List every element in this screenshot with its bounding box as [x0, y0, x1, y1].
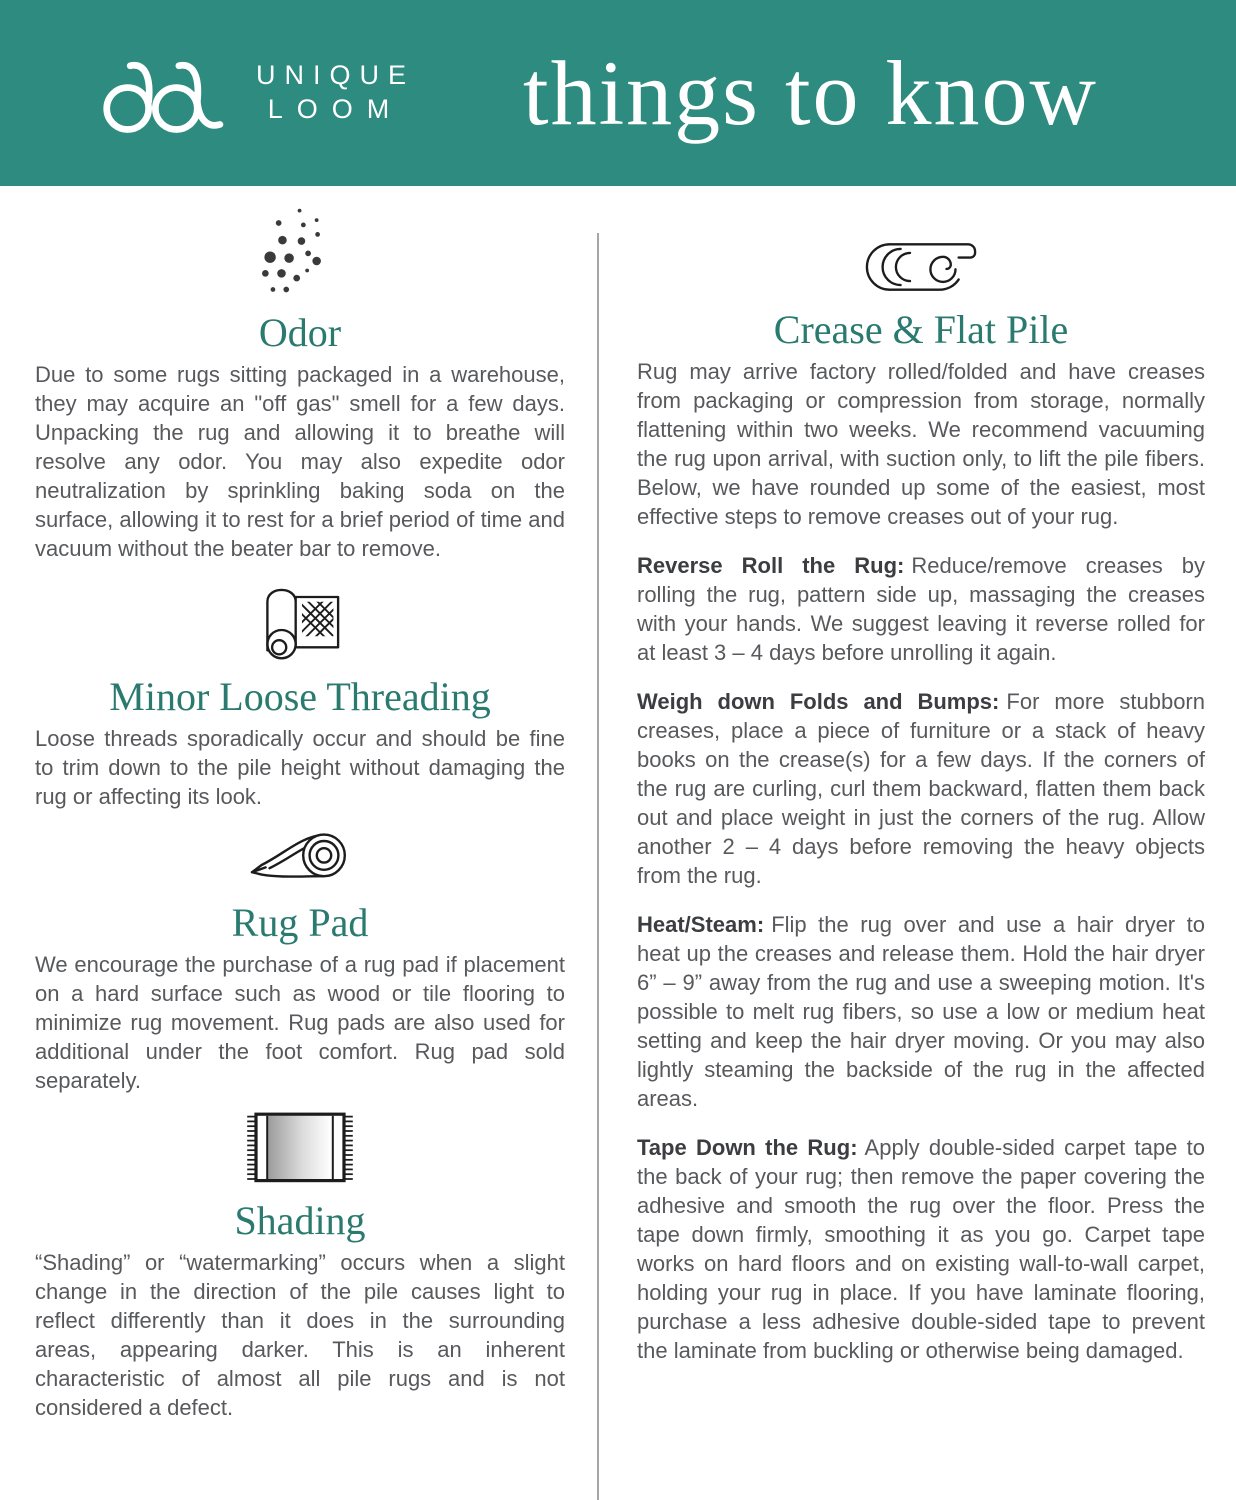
- rug-pad-roll-icon: [241, 821, 359, 889]
- section-rug-pad: [35, 821, 565, 1095]
- paragraph-lead-tape-down: Tape Down the Rug:: [637, 1135, 858, 1160]
- section-heading-rug-pad: Rug Pad: [231, 900, 369, 945]
- unique-loom-logo-icon: [100, 47, 230, 139]
- brand-name-line-2: LOOM: [267, 94, 404, 124]
- section-minor-loose-threading: [35, 575, 565, 811]
- section-heading-crease-flat-pile: Crease & Flat Pile: [773, 307, 1069, 352]
- column-divider: [597, 233, 599, 1500]
- brand-name-line-1: UNIQUE: [256, 60, 416, 91]
- header-banner: [0, 0, 1236, 186]
- paragraph-crease-intro: Rug may arrive factory rolled/folded and have creases from packaging or compression from storage, normally flattening within two weeks. We recommend vacuuming the rug upon arrival, with suction only, to lift the pile fibers. Below, we have rounded up some of the easiest, most effective steps to remove creases out of your rug.: [637, 359, 1205, 529]
- shading-icon-wrap: [35, 1107, 565, 1192]
- brand-logo: [0, 47, 415, 139]
- rug-pad-icon-wrap: [35, 821, 565, 894]
- paragraph-reverse-roll: [637, 551, 1205, 667]
- paragraph-lead-weigh-down: Weigh down Folds and Bumps:: [637, 689, 1000, 714]
- paragraph-text-weigh-down: For more stubborn creases, place a piece of furniture or a stack of heavy books on the crease(s) for a few days. If the corners of the rug are curling, curl them backward, flatten them back out and place weight in just the corners of the rug. Allow another 2 – 4 days before removing the heavy objects from the rug.: [637, 689, 1205, 888]
- section-heading-odor: Odor: [258, 310, 342, 355]
- section-heading-minor-loose-threading: Minor Loose Threading: [109, 674, 491, 719]
- section-paragraph-odor: Due to some rugs sitting packaged in a warehouse, they may acquire an "off gas" smell for a few days. Unpacking the rug and allowing it to breathe will resolve any odor. You may also expedite odor neutralization by sprinkling baking soda on the surface, allowing it to rest for a brief period of time and vacuum without the beater bar to remove.: [35, 362, 565, 561]
- paragraph-weigh-down: [637, 687, 1205, 890]
- brand-wordmark: [256, 59, 415, 127]
- crease-icon-wrap: [637, 238, 1205, 301]
- content-area: [0, 186, 1236, 1500]
- paragraph-text-heat-steam: Flip the rug over and use a hair dryer to heat up the creases and release them. Hold the hair dryer 6” – 9” away from the rug and use a sweeping motion. It's possible to melt rug fibers, so use a low or medium heat setting and keep the hair dryer moving. Or you may also lightly steaming the backside of the rug in the affected areas.: [637, 912, 1205, 1111]
- fringed-rug-icon: [242, 1107, 358, 1187]
- paragraph-text-reverse-roll: Reduce/remove creases by rolling the rug, pattern side up, massaging the creases with your hands. We suggest leaving it reverse rolled for at least 3 – 4 days before unrolling it again.: [637, 553, 1205, 665]
- section-crease-flat-pile: [637, 238, 1205, 1365]
- odor-particles-icon: [253, 204, 348, 299]
- threading-icon-wrap: [35, 575, 565, 668]
- section-shading: [35, 1107, 565, 1422]
- paragraph-tape-down: [637, 1133, 1205, 1365]
- section-paragraph-rug-pad: We encourage the purchase of a rug pad if placement on a hard surface such as wood or tile flooring to minimize rug movement. Rug pads are also used for additional under the foot comfort. Rug pad sold separately.: [35, 952, 565, 1093]
- section-odor: [35, 204, 565, 563]
- paragraph-lead-heat-steam: Heat/Steam:: [637, 912, 765, 937]
- section-paragraph-shading: “Shading” or “watermarking” occurs when a slight change in the direction of the pile causes light to reflect differently than it does in the surrounding areas, appearing darker. This is an inherent characteristic of almost all pile rugs and is not considered a defect.: [35, 1250, 565, 1420]
- odor-icon-wrap: [35, 204, 565, 304]
- page-title: things to know: [523, 42, 1098, 144]
- paragraph-heat-steam: [637, 910, 1205, 1113]
- section-heading-shading: Shading: [234, 1198, 366, 1243]
- rolled-rug-corner-icon: [254, 575, 346, 663]
- rolled-rug-side-icon: [858, 238, 984, 296]
- right-column: [637, 186, 1205, 1365]
- section-paragraph-minor-loose-threading: Loose threads sporadically occur and should be fine to trim down to the pile height without damaging the rug or affecting its look.: [35, 726, 565, 809]
- left-column: [35, 186, 565, 1422]
- paragraph-text-tape-down: Apply double-sided carpet tape to the back of your rug; then remove the paper covering the adhesive and smooth the rug over the floor. Press the tape down firmly, smoothing it as you go. Carpet tape works on hard floors and on existing wall-to-wall carpet, holding your rug in place. If you have laminate flooring, purchase a less adhesive double-sided tape to prevent the laminate from buckling or otherwise being damaged.: [637, 1135, 1205, 1363]
- paragraph-lead-reverse-roll: Reverse Roll the Rug:: [637, 553, 905, 578]
